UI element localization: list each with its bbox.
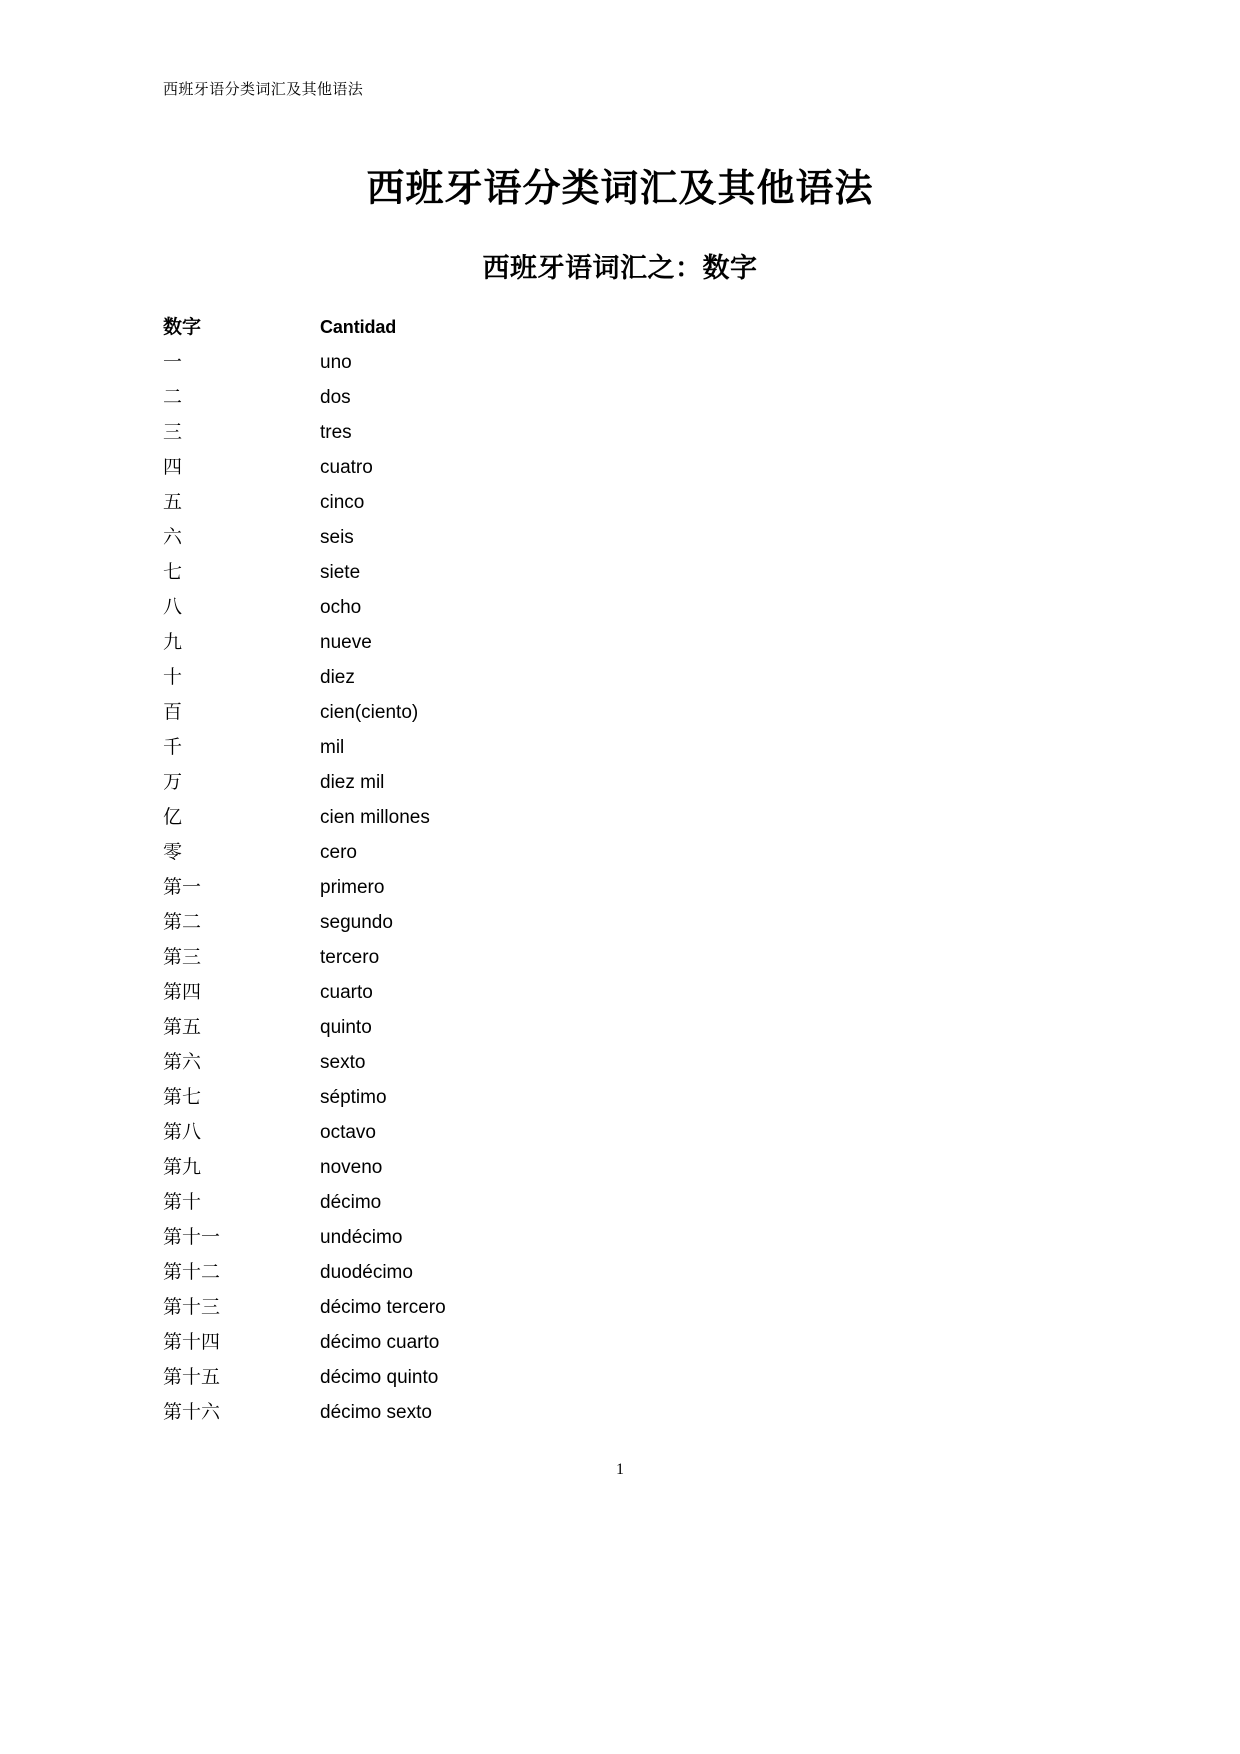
table-row xyxy=(163,1325,863,1360)
table-row xyxy=(163,450,863,485)
cell-chinese: 第五 xyxy=(163,1017,202,1038)
cell-spanish: duodécimo xyxy=(320,1262,413,1283)
cell-spanish: diez xyxy=(320,667,355,688)
cell-chinese: 千 xyxy=(163,737,183,758)
cell-spanish: siete xyxy=(320,562,361,583)
cell-spanish: tercero xyxy=(320,947,380,968)
cell-spanish: segundo xyxy=(320,912,393,933)
page-title: 西班牙语分类词汇及其他语法 xyxy=(366,168,874,211)
cell-chinese: 万 xyxy=(163,772,183,793)
table-row xyxy=(163,870,863,905)
cell-chinese: 第一 xyxy=(163,877,202,898)
cell-spanish: décimo sexto xyxy=(320,1402,432,1423)
cell-spanish: seis xyxy=(320,527,354,548)
cell-chinese: 九 xyxy=(163,632,183,653)
cell-chinese: 八 xyxy=(163,597,183,618)
table-row xyxy=(163,1080,863,1115)
cell-chinese: 第十二 xyxy=(163,1262,221,1283)
cell-chinese: 第十三 xyxy=(163,1297,221,1318)
table-body xyxy=(163,345,863,1430)
cell-chinese: 十 xyxy=(163,667,183,688)
cell-chinese: 六 xyxy=(163,527,183,548)
cell-spanish: nueve xyxy=(320,632,372,653)
table-row xyxy=(163,975,863,1010)
cell-chinese: 第十 xyxy=(163,1192,202,1213)
cell-spanish: dos xyxy=(320,387,351,408)
page-subtitle: 西班牙语词汇之：数字 xyxy=(482,253,758,284)
cell-chinese: 第十六 xyxy=(163,1402,221,1423)
cell-spanish: quinto xyxy=(320,1017,372,1038)
cell-chinese: 三 xyxy=(163,422,183,443)
table-row xyxy=(163,555,863,590)
table-row xyxy=(163,1290,863,1325)
cell-spanish: noveno xyxy=(320,1157,383,1178)
table-row xyxy=(163,380,863,415)
cell-spanish: diez mil xyxy=(320,772,385,793)
cell-spanish: cien millones xyxy=(320,807,430,828)
table-row xyxy=(163,625,863,660)
cell-spanish: cinco xyxy=(320,492,365,513)
table-row xyxy=(163,800,863,835)
table-row xyxy=(163,415,863,450)
table-row xyxy=(163,1045,863,1080)
table-row xyxy=(163,1010,863,1045)
cell-spanish: cuarto xyxy=(320,982,373,1003)
page-number: 1 xyxy=(616,1461,624,1478)
table-row xyxy=(163,905,863,940)
table-row xyxy=(163,1360,863,1395)
cell-spanish: octavo xyxy=(320,1122,376,1143)
table-row xyxy=(163,730,863,765)
cell-chinese: 百 xyxy=(163,702,183,723)
column-header-chinese: 数字 xyxy=(163,317,202,338)
table-row xyxy=(163,1255,863,1290)
cell-spanish: décimo tercero xyxy=(320,1297,446,1318)
cell-spanish: uno xyxy=(320,352,352,373)
cell-spanish: cuatro xyxy=(320,457,373,478)
column-header-spanish: Cantidad xyxy=(320,317,397,337)
cell-spanish: ocho xyxy=(320,597,362,618)
cell-chinese: 第十四 xyxy=(163,1332,221,1353)
cell-chinese: 第三 xyxy=(163,947,202,968)
table-row xyxy=(163,695,863,730)
cell-chinese: 一 xyxy=(163,352,183,373)
cell-spanish: décimo cuarto xyxy=(320,1332,440,1353)
table-row xyxy=(163,1395,863,1430)
running-header: 西班牙语分类词汇及其他语法 xyxy=(163,82,364,98)
cell-chinese: 第二 xyxy=(163,912,202,933)
cell-chinese: 五 xyxy=(163,492,183,513)
table-row xyxy=(163,1185,863,1220)
cell-chinese: 零 xyxy=(163,842,183,863)
cell-spanish: mil xyxy=(320,737,345,758)
table-row xyxy=(163,520,863,555)
cell-spanish: décimo xyxy=(320,1192,382,1213)
cell-chinese: 第八 xyxy=(163,1122,202,1143)
table-row xyxy=(163,765,863,800)
cell-chinese: 四 xyxy=(163,457,183,478)
table-row xyxy=(163,1220,863,1255)
table-row xyxy=(163,590,863,625)
cell-spanish: cero xyxy=(320,842,357,863)
cell-spanish: primero xyxy=(320,877,385,898)
vocabulary-table xyxy=(163,310,863,1430)
table-row xyxy=(163,1115,863,1150)
cell-chinese: 第九 xyxy=(163,1157,202,1178)
cell-spanish: undécimo xyxy=(320,1227,403,1248)
cell-chinese: 第四 xyxy=(163,982,202,1003)
table-row xyxy=(163,1150,863,1185)
cell-spanish: séptimo xyxy=(320,1087,387,1108)
cell-spanish: sexto xyxy=(320,1052,366,1073)
table-row xyxy=(163,940,863,975)
cell-spanish: cien(ciento) xyxy=(320,702,419,723)
cell-chinese: 第六 xyxy=(163,1052,202,1073)
cell-chinese: 二 xyxy=(163,387,183,408)
table-row xyxy=(163,835,863,870)
cell-chinese: 亿 xyxy=(163,807,183,828)
cell-spanish: décimo quinto xyxy=(320,1367,439,1388)
cell-chinese: 第十一 xyxy=(163,1227,221,1248)
table-row xyxy=(163,485,863,520)
cell-chinese: 第七 xyxy=(163,1087,202,1108)
cell-chinese: 七 xyxy=(163,562,183,583)
table-header-row xyxy=(163,310,863,345)
table-row xyxy=(163,345,863,380)
table-row xyxy=(163,660,863,695)
cell-chinese: 第十五 xyxy=(163,1367,221,1388)
cell-spanish: tres xyxy=(320,422,352,443)
